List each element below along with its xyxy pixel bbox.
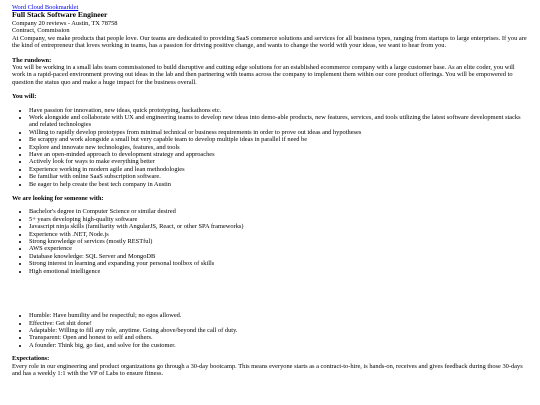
expectations-paragraph: Every role in our engineering and product organizations go through a 30-day bootcamp. This means everyone starts as a contract-to-hire, is hands-on, receives and gives feedback during those 30-days and has a weekly 1:1 with the VP of Labs to ensure fitness.: [12, 362, 523, 377]
list-item: • Actively look for ways to make everything better: [29, 158, 528, 165]
job-title: Full Stack Software Engineer: [12, 10, 108, 20]
you-will-list: [12, 107, 528, 188]
intro-paragraph: At Company, we make products that people love. Our teams are dedicated to providing SaaS commerce solutions and services for all business types, ranging from startups to large enterprises. If you are the kind of entrepreneur that loves working in teams, has a passion for driving positive change, and wants to change the world with your ideas, we want to hear from you.: [12, 34, 527, 50]
list-item: • AWS experience: [29, 245, 528, 252]
rundown-paragraph: You will be working in a small labs team commissioned to build disruptive and cutting edge solutions for an established ecommerce company with a large customer base. As an elite coder, you will work in a rapid-paced environment proving out ideas in the lab and then partnering with teams across the company to implement them within our core product offerings. You will be empowered to question the status quo and make a huge impact for the business overall.: [12, 63, 515, 86]
list-item: • Be scrappy and work alongside a small but very capable team to develop multiple ideas in parallel if need be: [29, 136, 528, 143]
list-item: • Be familiar with online SaaS subscription software.: [29, 173, 528, 180]
spacer: [12, 275, 528, 306]
list-item: • Have passion for innovation, new ideas, quick prototyping, hackathons etc.: [29, 107, 528, 114]
list-item: • Javascript ninja skills (familiarity with AngularJS, React, or other SPA frameworks): [29, 223, 528, 230]
list-item: • Transparent: Open and honest to self and others.: [29, 334, 528, 341]
word-cloud-bookmarklet-link[interactable]: Word Cloud Bookmarklet: [12, 4, 79, 11]
job-type-line: Contract, Commission: [12, 27, 70, 35]
you-will-heading: You will:: [12, 93, 37, 101]
list-item: • Willing to rapidly develop prototypes from minimal technical or business requirements in order to prove out ideas and hypotheses: [29, 129, 528, 136]
list-item: • Strong knowledge of services (mostly RESTful): [29, 238, 528, 245]
company-location-line: Company 20 reviews - Austin, TX 78758: [12, 19, 118, 27]
list-item: • Adaptable: Willing to fill any role, anytime. Going above/beyond the call of duty.: [29, 327, 528, 334]
rundown-heading: The rundown:: [12, 56, 52, 64]
list-item: • Effective: Get shit done!: [29, 320, 528, 327]
list-item: • Explore and innovate new technologies, features, and tools: [29, 144, 528, 151]
list-item: • Humble: Have humility and be respectful; no egos allowed.: [29, 312, 528, 319]
list-item: • Database knowledge: SQL Server and MongoDB: [29, 253, 528, 260]
list-item: • Be eager to help create the best tech company in Austin: [29, 181, 528, 188]
list-item: • 5+ years developing high-quality software: [29, 216, 528, 223]
looking-for-heading: We are looking for someone with:: [12, 195, 104, 203]
list-item: • Work alongside and collaborate with UX and engineering teams to develop new ideas into demo-able products, new features, services, and tools utilizing the latest software development stacks and related technologies: [29, 114, 528, 129]
list-item: • Strong interest in learning and expanding your personal toolbox of skills: [29, 260, 528, 267]
expectations-heading: Expectations:: [12, 355, 50, 363]
list-item: • High emotional intelligence: [29, 268, 528, 275]
looking-for-list: [12, 208, 528, 275]
values-list: [12, 312, 528, 349]
list-item: • Bachelor's degree in Computer Science or similar desired: [29, 208, 528, 215]
list-item: • Experience working in modern agile and lean methodologies: [29, 166, 528, 173]
list-item: • Have an open-minded approach to development strategy and approaches: [29, 151, 528, 158]
list-item: • Experience with .NET, Node.js: [29, 231, 528, 238]
list-item: • A founder: Think big, go fast, and solve for the customer.: [29, 342, 528, 349]
